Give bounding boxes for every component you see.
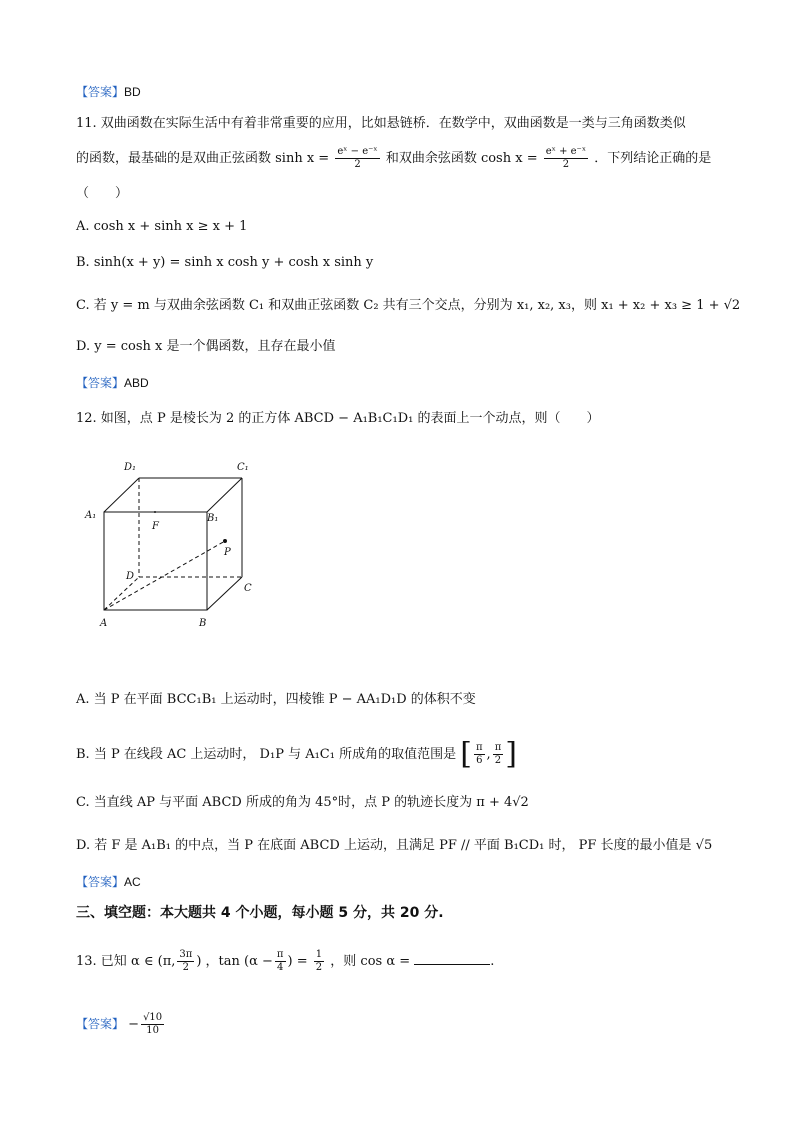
answer-value: AC [124,875,141,889]
answer-blank[interactable] [414,950,490,965]
cosh-fraction: $\frac{\text{eˣ + e⁻ˣ}}{2}$ [545,146,587,170]
range-upper: $\frac{\pi}{2}$ [494,742,502,766]
point-F [154,511,156,513]
section-heading: 三、填空题：本大题共 4 个小题，每小题 5 分，共 20 分. [76,905,444,921]
q13-stem: 13. 已知 α ∈ (π, $\frac{3\pi}{2}$ ) ，tan (α − $\frac{\pi}{4}$ ) = $\frac{1}{2}$ ，则 cos α = . [76,949,495,973]
answer-value: ABD [124,376,149,390]
label-C1: C₁ [237,462,249,473]
sinh-fraction: $\frac{\text{eˣ − e⁻ˣ}}{2}$ [337,146,378,170]
interval-upper: $\frac{3\pi}{2}$ [179,949,193,973]
label-B1: B₁ [207,513,219,524]
label-A1: A₁ [85,510,97,521]
edge-B1C1 [207,478,242,512]
q11-option-c: C. 若 y = m 与双曲余弦函数 C₁ 和双曲正弦函数 C₂ 共有三个交点，分别为 x₁, x₂, x₃，则 x₁ + x₂ + x₃ ≥ 1 + √2 [76,298,741,313]
range-lower: $\frac{\pi}{6}$ [475,742,483,766]
label-B: B [199,618,207,629]
label-D1: D₁ [124,462,137,473]
q11-option-d: D. y = cosh x 是一个偶函数，且存在最小值 [76,339,336,354]
answer-q11 [76,373,149,394]
q11-paren: （ ） [76,186,129,201]
cube-figure [80,455,270,635]
q11-option-b: B. sinh(x + y) = sinh x cosh y + cosh x sinh y [76,255,374,270]
q12-option-c: C. 当直线 AP 与平面 ABCD 所成的角为 45°时，点 P 的轨迹长度为 π + 4√2 [76,795,529,810]
answer-label: 【答案】 [76,875,125,889]
point-P [223,539,227,543]
q12-option-a: A. 当 P 在平面 BCC₁B₁ 上运动时，四棱锥 P − AA₁D₁D 的体积不变 [76,692,476,707]
label-D: D [126,571,135,582]
edge-A1D1 [104,478,139,512]
q11-option-a: A. cosh x + sinh x ≥ x + 1 [76,219,248,234]
answer-q13: 【答案】 − $\frac{√10}{10}$ [76,1012,163,1036]
q12-option-d: D. 若 F 是 A₁B₁ 的中点，当 P 在底面 ABCD 上运动，且满足 PF // 平面 B₁CD₁ 时， PF 长度的最小值是 √5 [76,838,713,853]
label-F: F [152,521,159,532]
answer-value: BD [124,85,141,99]
tan-angle-fraction: $\frac{\pi}{4}$ [276,949,284,973]
answer-label: 【答案】 [76,85,125,99]
label-C: C [244,583,252,594]
edge-BC [207,577,242,610]
answer-q10 [76,82,141,103]
q12-option-b: B. 当 P 在线段 AC 上运动时， D₁P 与 A₁C₁ 所成角的取值范围是 [ $\frac{\pi}{6}$ , $\frac{\pi}{2}$ ] [76,736,517,772]
q12-stem: 12. 如图，点 P 是棱长为 2 的正方体 ABCD − A₁B₁C₁D₁ 的表面上一个动点，则（ ） [76,411,600,426]
q11-stem-line1: 11. 双曲函数在实际生活中有着非常重要的应用，比如悬链桥．在数学中，双曲函数是一类与三角函数类似 [76,116,686,131]
answer-q12 [76,872,141,893]
answer-label: 【答案】 [76,376,125,390]
tan-value-fraction: $\frac{1}{2}$ [315,949,323,973]
answer-fraction: $\frac{√10}{10}$ [143,1012,163,1036]
label-P: P [224,547,231,558]
q11-stem-line2: 的函数，最基础的是双曲正弦函数 sinh x = $\frac{\text{eˣ − e⁻ˣ}}{2}$ 和双曲余弦函数 cosh x = $\frac{\text{eˣ + e⁻ˣ}}{2}$ ．下列结论正确的是 [76,146,712,170]
label-A: A [100,618,108,629]
answer-label: 【答案】 [76,1017,125,1031]
